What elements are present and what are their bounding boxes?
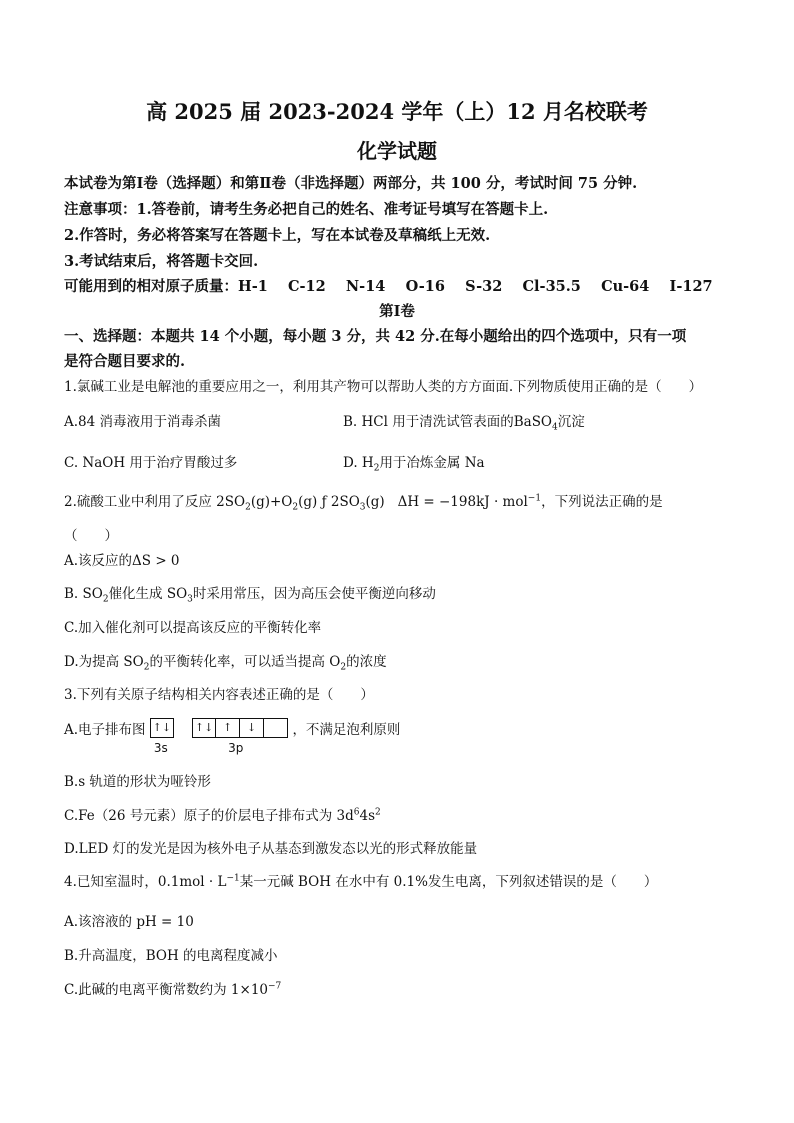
subject-title: 化学试题 bbox=[357, 139, 437, 163]
notice-1: 注意事项：1.答卷前，请考生务必把自己的姓名、准考证号填写在答题卡上. bbox=[64, 201, 549, 218]
volume-label: 第Ⅰ卷 bbox=[379, 303, 415, 320]
q3-option-a: A.电子排布图 ↑↓ 3s ↑↓ ↑ ↓ 3p ，不满足泡利原则 bbox=[64, 718, 400, 738]
orbital-diagram-3p bbox=[192, 718, 288, 755]
q1-option-b: B. HCl 用于清洗试管表面的BaSO$_4$沉淀 bbox=[343, 414, 585, 433]
q1-option-a: A.84 消毒液用于消毒杀菌 bbox=[64, 414, 222, 430]
notice-3: 3.考试结束后，将答题卡交回. bbox=[64, 253, 259, 270]
q3-option-b: B.s 轨道的形状为哑铃形 bbox=[64, 774, 211, 790]
orbital-diagram-3s bbox=[150, 718, 174, 755]
orbital-box: ↑ bbox=[216, 718, 240, 738]
q2-option-a: A.该反应的ΔS > 0 bbox=[64, 553, 180, 569]
notice-2: 2.作答时，务必将答案写在答题卡上，写在本试卷及草稿纸上无效. bbox=[64, 227, 491, 244]
q4-option-b: B.升高温度，BOH 的电离程度减小 bbox=[64, 948, 278, 964]
q3-option-c: C.Fe（26 号元素）原子的价层电子排布式为 $3d^64s^2$ bbox=[64, 807, 381, 824]
section-heading-2: 是符合题目要求的. bbox=[64, 353, 186, 370]
q2-paren: （ ） bbox=[64, 528, 118, 544]
q2-option-c: C.加入催化剂可以提高该反应的平衡转化率 bbox=[64, 620, 322, 636]
orbital-box bbox=[264, 718, 288, 738]
q4-option-c: C.此碱的电离平衡常数约为 $1\times 10^{-7}$ bbox=[64, 981, 282, 998]
q4-stem: 4.已知室温时，$0.1mol \cdot L^{-1}$某一元碱 BOH 在水中有 0.1%发生电离，下列叙述错误的是（ ） bbox=[64, 873, 658, 890]
q4-option-a: A.该溶液的 pH = 10 bbox=[64, 914, 194, 930]
q2-stem: 2.硫酸工业中利用了反应 $2SO_2(g)+O_2(g)$ ƒ $2SO_3(g)$ ΔH = −198kJ · mol$^{-1}$，下列说法正确的是 bbox=[64, 493, 663, 513]
section-heading-1: 一、选择题：本题共 14 个小题，每小题 3 分，共 42 分.在每小题给出的四个选项中，只有一项 bbox=[64, 328, 687, 345]
exam-title: 高 2025 届 2023-2024 学年（上）12 月名校联考 bbox=[146, 99, 648, 124]
orbital-label-3p: 3p bbox=[228, 741, 244, 755]
intro-line: 本试卷为第Ⅰ卷（选择题）和第Ⅱ卷（非选择题）两部分，共 100 分，考试时间 75 分钟. bbox=[64, 175, 638, 192]
orbital-label-3s: 3s bbox=[153, 741, 168, 755]
q1-option-d: D. $H_2$用于冶炼金属 Na bbox=[343, 455, 485, 474]
q1-stem: 1.氯碱工业是电解池的重要应用之一，利用其产物可以帮助人类的方方面面.下列物质使用正确的是（ ） bbox=[64, 379, 703, 395]
q3-stem: 3.下列有关原子结构相关内容表述正确的是（ ） bbox=[64, 687, 374, 703]
orbital-box: ↓ bbox=[240, 718, 264, 738]
atomic-mass-line: 可能用到的相对原子质量：H-1 C-12 N-14 O-16 S-32 Cl-35.5 Cu-64 I-127 bbox=[64, 278, 713, 295]
q2-option-b: B. $SO_2$催化生成 $SO_3$时采用常压，因为高压会使平衡逆向移动 bbox=[64, 586, 436, 605]
q3-option-d: D.LED 灯的发光是因为核外电子从基态到激发态以光的形式释放能量 bbox=[64, 841, 478, 857]
orbital-box: ↑↓ bbox=[192, 718, 216, 738]
q2-option-d: D.为提高 $SO_2$的平衡转化率，可以适当提高 $O_2$的浓度 bbox=[64, 654, 387, 673]
orbital-box: ↑↓ bbox=[150, 718, 174, 738]
q1-option-c: C. NaOH 用于治疗胃酸过多 bbox=[64, 455, 238, 471]
